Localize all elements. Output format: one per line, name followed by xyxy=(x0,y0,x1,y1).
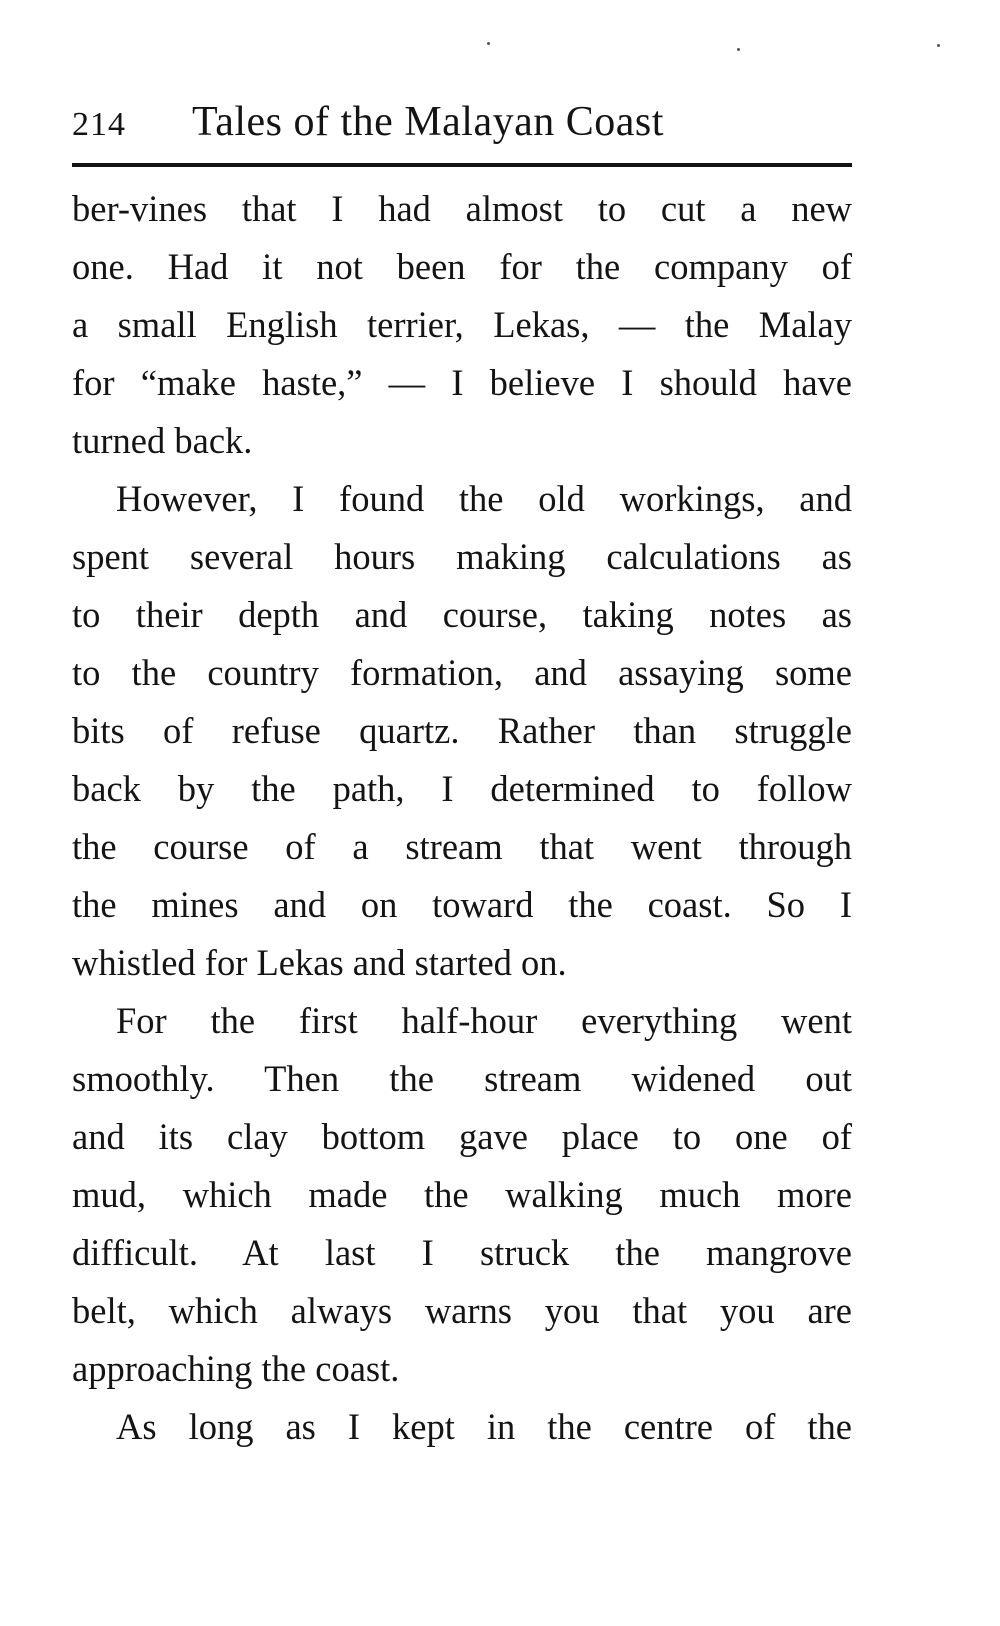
text-line: to the country formation, and assaying some xyxy=(72,652,852,693)
text-line: turned back. xyxy=(72,420,253,461)
text-line: a small English terrier, Lekas, — the Malay xyxy=(72,304,852,345)
text-line: one. Had it not been for the company of xyxy=(72,246,852,287)
paragraph xyxy=(72,470,852,992)
text-line: approaching the coast. xyxy=(72,1348,400,1389)
paragraph xyxy=(72,1398,852,1456)
text-line: the mines and on toward the coast. So I xyxy=(72,884,852,925)
text-line: However, I found the old workings, and xyxy=(116,478,852,519)
text-line: for “make haste,” — I believe I should have xyxy=(72,362,852,403)
text-line: For the first half-hour everything went xyxy=(116,1000,852,1041)
body-text xyxy=(72,180,852,1456)
text-line: whistled for Lekas and started on. xyxy=(72,942,567,983)
running-title: Tales of the Malayan Coast xyxy=(192,99,664,145)
text-line: As long as I kept in the centre of the xyxy=(116,1406,852,1447)
text-line: difficult. At last I struck the mangrove xyxy=(72,1232,852,1273)
text-line: the course of a stream that went through xyxy=(72,826,852,867)
text-line: smoothly. Then the stream widened out xyxy=(72,1058,852,1099)
text-line: bits of refuse quartz. Rather than struggle xyxy=(72,710,852,751)
text-line: belt, which always warns you that you are xyxy=(72,1290,852,1331)
text-line: mud, which made the walking much more xyxy=(72,1174,852,1215)
print-speck xyxy=(487,42,490,45)
paragraph xyxy=(72,992,852,1398)
print-speck xyxy=(937,44,940,47)
page-header xyxy=(72,98,852,148)
text-line: ber-vines that I had almost to cut a new xyxy=(72,188,852,229)
header-rule xyxy=(72,163,852,167)
text-line: and its clay bottom gave place to one of xyxy=(72,1116,852,1157)
print-speck xyxy=(737,48,740,51)
text-line: back by the path, I determined to follow xyxy=(72,768,852,809)
text-line: spent several hours making calculations as xyxy=(72,536,852,577)
paragraph xyxy=(72,180,852,470)
text-line: to their depth and course, taking notes as xyxy=(72,594,852,635)
page-number: 214 xyxy=(72,106,126,143)
